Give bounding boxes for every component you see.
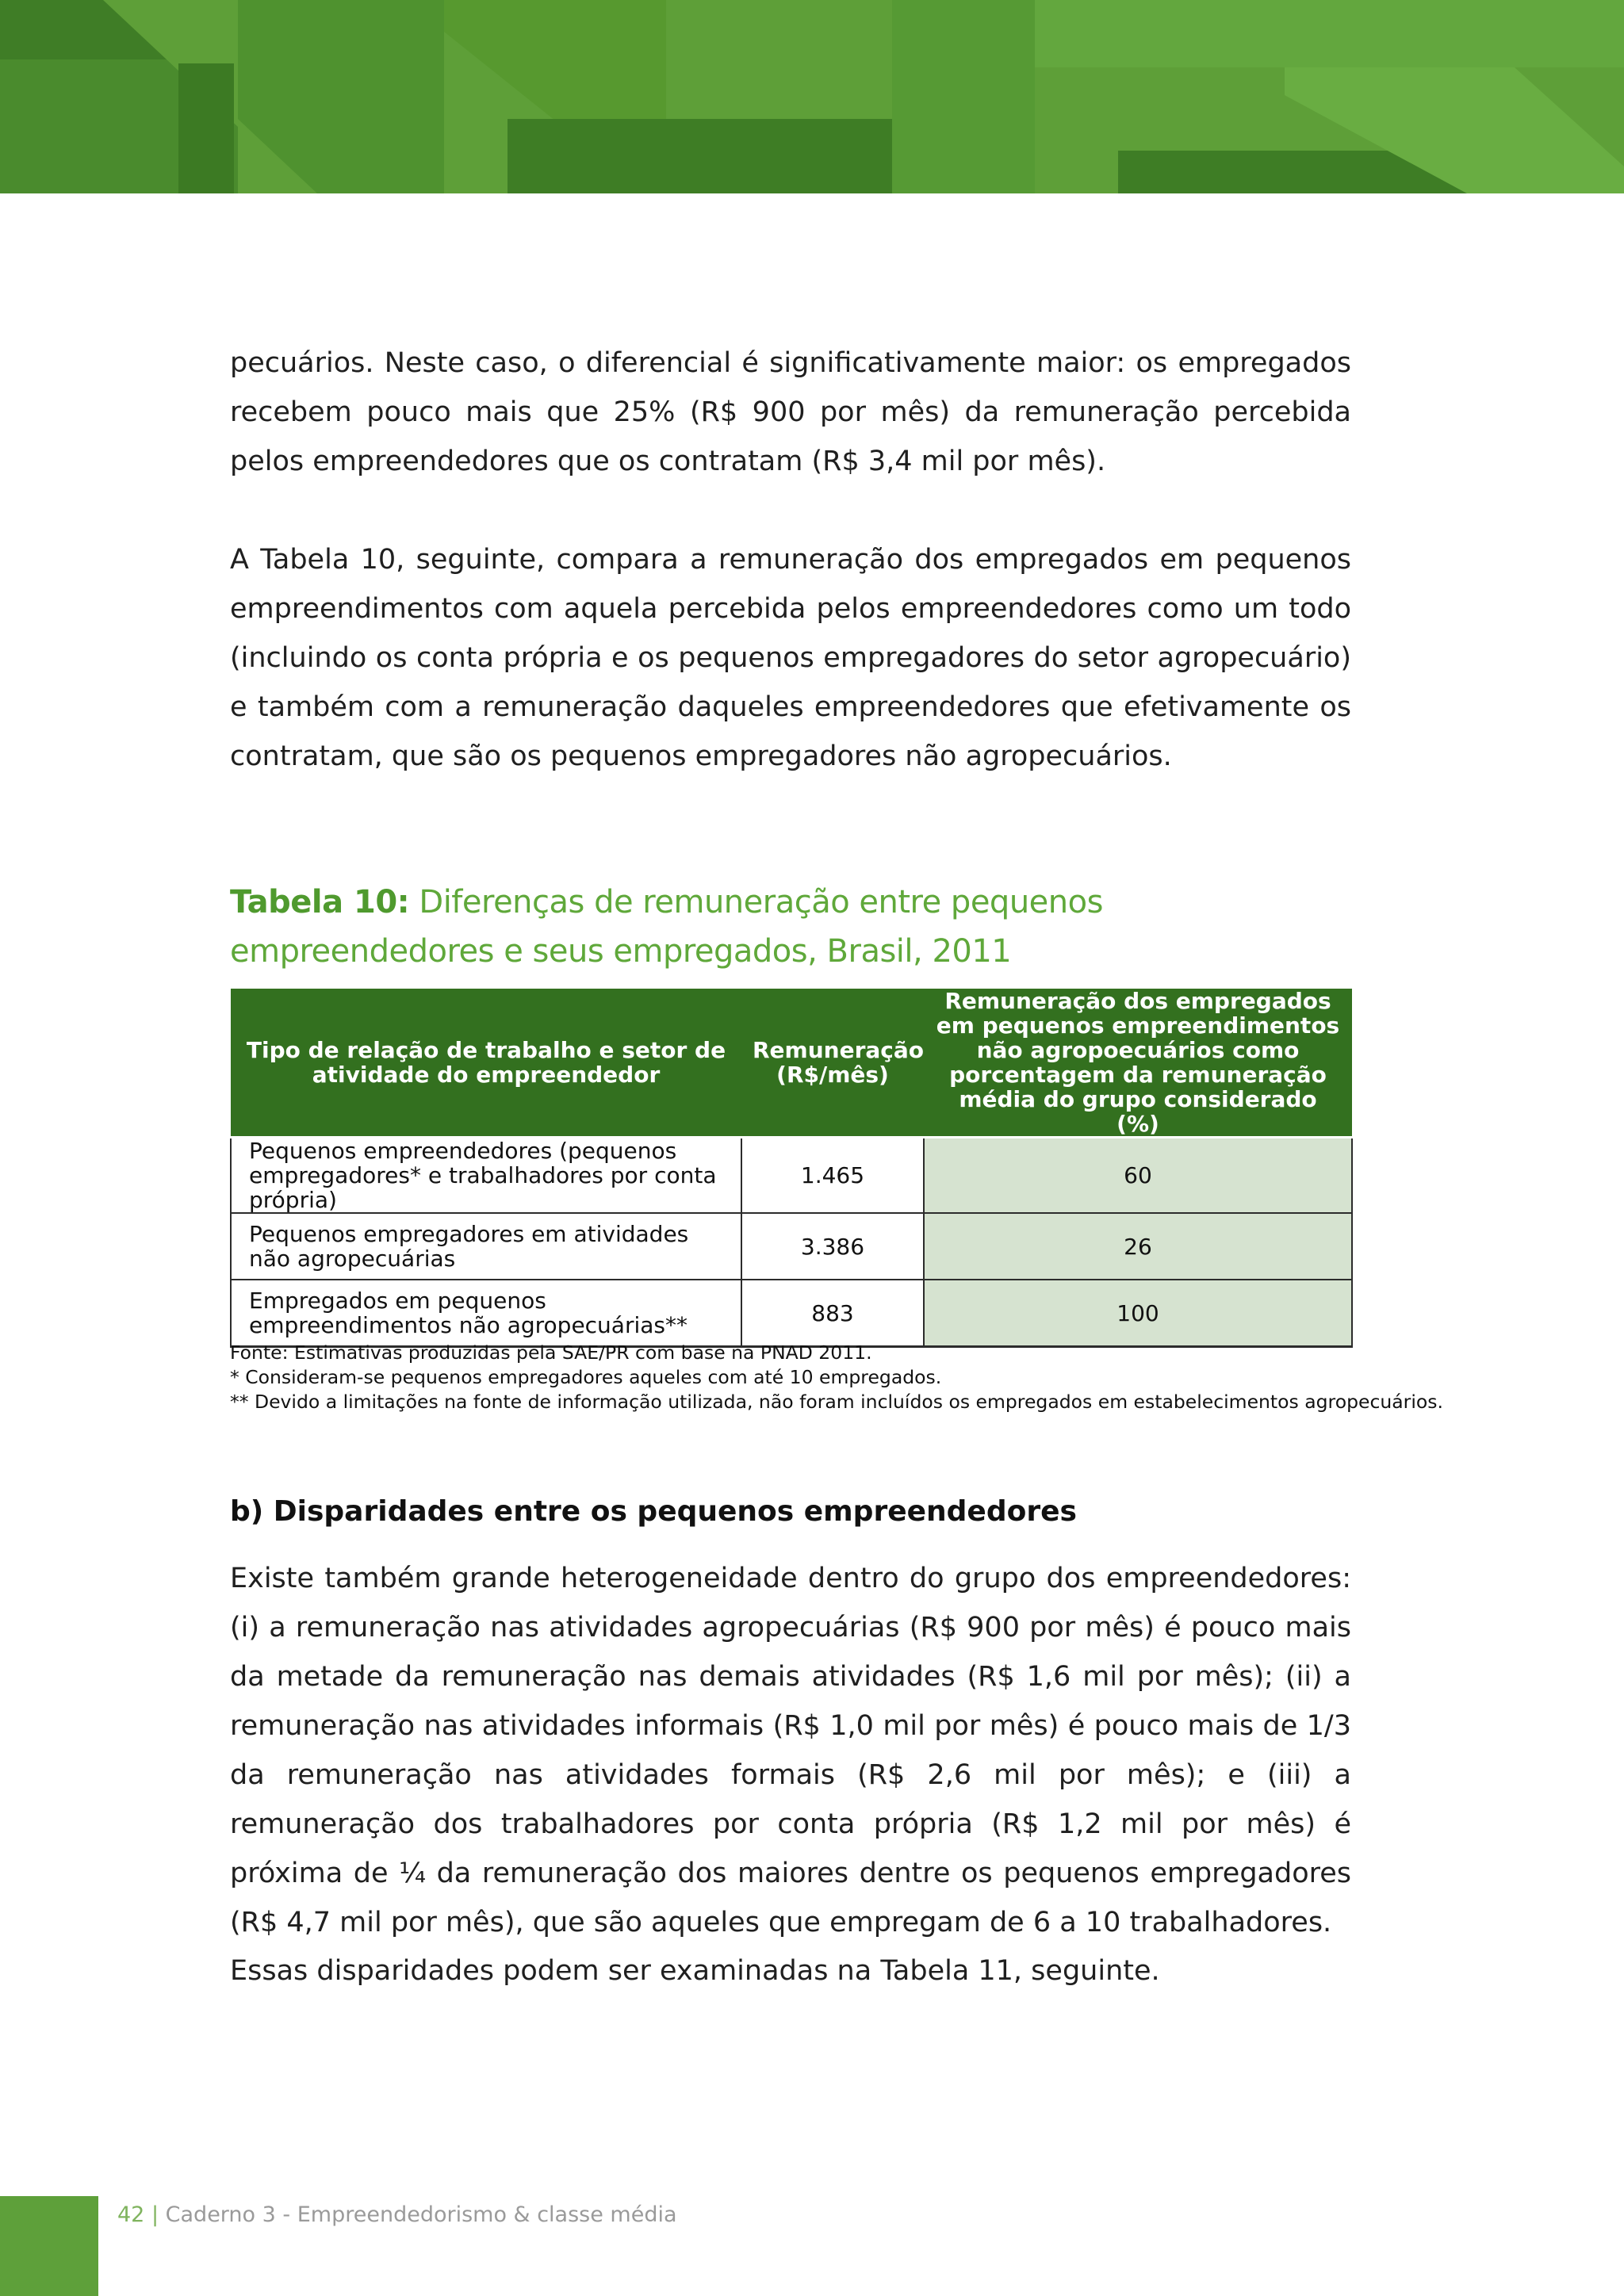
- footer-accent: [0, 2196, 98, 2296]
- page-footer: [117, 2202, 677, 2227]
- table-row: [231, 1213, 1352, 1280]
- table-caption-label: Tabela 10:: [230, 884, 410, 920]
- footnote-2: ** Devido a limitações na fonte de informação utilizada, não foram incluídos os empregados em estabelecimentos agropecuários.: [230, 1391, 1443, 1413]
- footer-separator: |: [151, 2202, 159, 2227]
- row-label: Pequenos empreendedores (pequenos empregadores* e trabalhadores por conta própria): [231, 1138, 741, 1214]
- row-remuneration: 3.386: [741, 1213, 924, 1280]
- remuneration-table: [230, 989, 1353, 1348]
- table-row: [231, 1280, 1352, 1347]
- column-header-percentage: Remuneração dos empregados em pequenos empreendimentos não agropoecuários como porcentagem da remuneração média do grupo considerado (%): [924, 989, 1352, 1138]
- table-intro-paragraph: A Tabela 10, seguinte, compara a remuneração dos empregados em pequenos empreendimentos com aquela percebida pelos empreendedores como um todo (incluindo os conta própria e os pequenos empregadores do setor agropecuário) e também com a remuneração daqueles empreendedores que efetivamente os contratam, que são os pequenos empregadores não agropecuários.: [230, 544, 1351, 772]
- footer-title: Caderno 3 - Empreendedorismo & classe média: [165, 2202, 677, 2227]
- table-notes: [230, 1341, 1443, 1414]
- row-remuneration: 1.465: [741, 1138, 924, 1214]
- row-remuneration: 883: [741, 1280, 924, 1347]
- page-number: 42: [117, 2202, 145, 2227]
- section-heading: b) Disparidades entre os pequenos empreendedores: [230, 1495, 1077, 1528]
- intro-paragraph: pecuários. Neste caso, o diferencial é significativamente maior: os empregados recebem pouco mais que 25% (R$ 900 por mês) da remuneração percebida pelos empreendedores que os contratam (R$ 3,4 mil por mês).: [230, 347, 1351, 477]
- column-header-type: Tipo de relação de trabalho e setor de atividade do empreendedor: [231, 989, 741, 1138]
- row-label: Pequenos empregadores em atividades não agropecuárias: [231, 1213, 741, 1280]
- source-note: Fonte: Estimativas produzidas pela SAE/PR com base na PNAD 2011.: [230, 1341, 872, 1364]
- footnote-1: * Consideram-se pequenos empregadores aqueles com até 10 empregados.: [230, 1366, 942, 1388]
- column-header-remuneration: Remuneração (R$/mês): [741, 989, 924, 1138]
- table-caption: [230, 878, 1364, 976]
- closing-paragraph: Essas disparidades podem ser examinadas na Tabela 11, seguinte.: [230, 1955, 1160, 1987]
- table-row: [231, 1138, 1352, 1214]
- row-percentage: 26: [924, 1213, 1352, 1280]
- row-percentage: 100: [924, 1280, 1352, 1347]
- row-label: Empregados em pequenos empreendimentos não agropecuárias**: [231, 1280, 741, 1347]
- disparities-paragraph: Existe também grande heterogeneidade dentro do grupo dos empreendedores: (i) a remuneração nas atividades agropecuárias (R$ 900 por mês) é pouco mais da metade da remuneração nas demais atividades (R$ 1,6 mil por mês); (ii) a remuneração nas atividades informais (R$ 1,0 mil por mês) é pouco mais de 1/3 da remuneração nas atividades formais (R$ 2,6 mil por mês); e (iii) a remuneração dos trabalhadores por conta própria (R$ 1,2 mil por mês) é próxima de ¼ da remuneração dos maiores dentre os pequenos empregadores (R$ 4,7 mil por mês), que são aqueles que empregam de 6 a 10 trabalhadores.: [230, 1563, 1351, 1938]
- table-header-row: [231, 989, 1352, 1138]
- header-banner: [0, 0, 1624, 193]
- table-caption-text: Diferenças de remuneração entre pequenos empreendedores e seus empregados, Brasil, 2011: [230, 884, 1103, 970]
- row-percentage: 60: [924, 1138, 1352, 1214]
